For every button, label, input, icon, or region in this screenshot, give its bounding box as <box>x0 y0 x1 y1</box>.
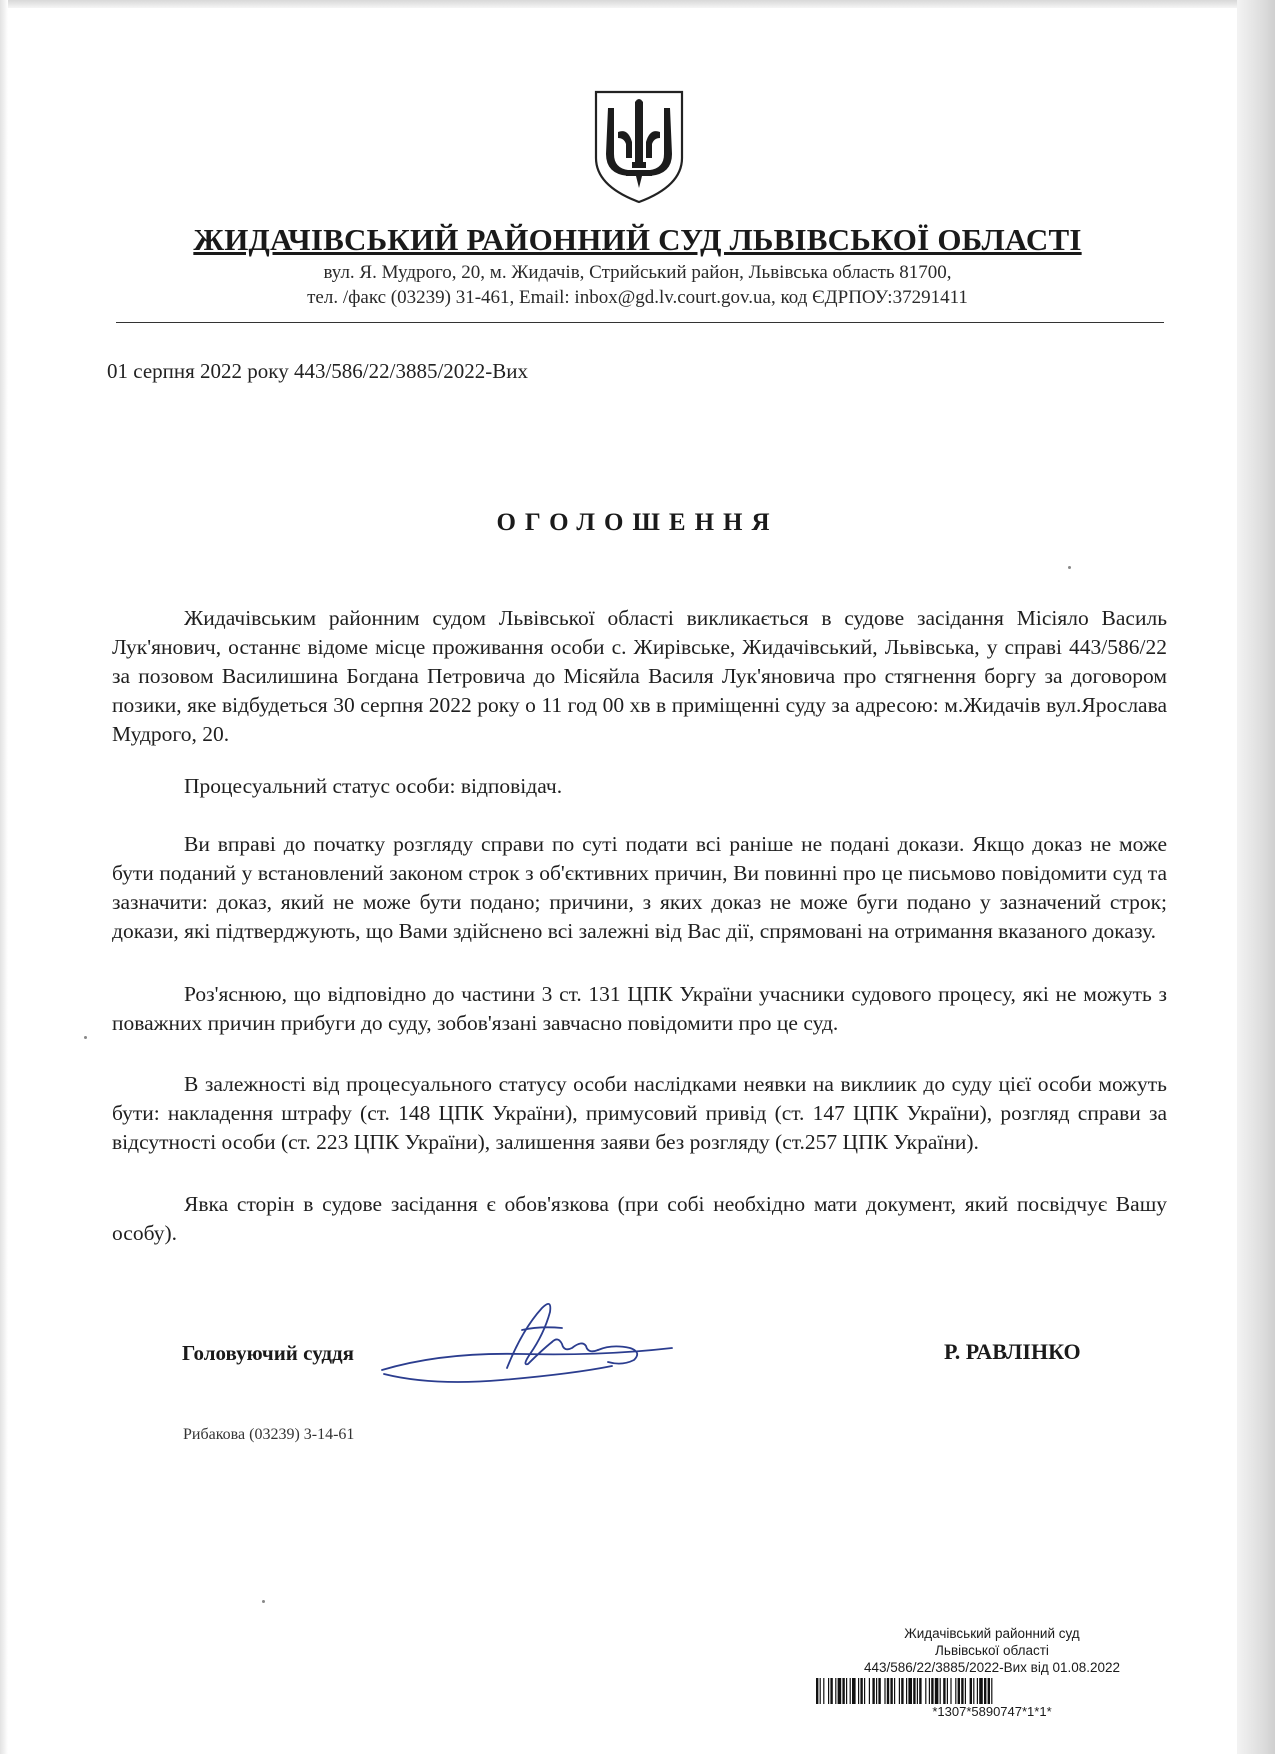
barcode-bar <box>931 1678 933 1704</box>
barcode-bar <box>970 1678 972 1704</box>
barcode-bar <box>858 1678 859 1704</box>
barcode-bar <box>919 1678 921 1704</box>
barcode-bar <box>828 1678 829 1704</box>
stamp-court-line: Жидачівський районний суд <box>904 1626 1080 1641</box>
barcode-bar <box>901 1678 903 1704</box>
barcode-bar <box>835 1678 836 1704</box>
barcode-bar <box>906 1678 907 1704</box>
barcode-bar <box>894 1678 895 1704</box>
stamp-reference-line: 443/586/22/3885/2022-Вих від 01.08.2022 <box>863 1660 1121 1675</box>
barcode-bar <box>899 1678 900 1704</box>
barcode-bar <box>850 1678 851 1704</box>
barcode-bar <box>917 1678 918 1704</box>
barcode-bar <box>869 1678 870 1704</box>
barcode-bar <box>943 1678 945 1704</box>
barcode-bar <box>925 1678 926 1704</box>
barcode-bar <box>876 1678 877 1704</box>
barcode-bar <box>878 1678 880 1704</box>
barcode-bar <box>872 1678 874 1704</box>
stamp-region-line: Львівської області <box>935 1643 1049 1658</box>
barcode-bar <box>977 1678 978 1704</box>
paragraph-summons: Жидачівським районним судом Львівської області викликається в судове засідання Місіяло Василь Лук'янович, останнє відоме місце проживання особи с. Жирівське, Жидачівський, Львівська, у справі 443/586/22 за позовом Василишина Богдана Петровича до Місяйла Василя Лук'яновича про стягнення боргу за договором позики, яке відбудеться 30 серпня 2022 року о 11 год 00 хв в приміщенні суду за адресою: м.Жидачів вул.Ярослава Мудрого, 20. <box>112 606 1167 746</box>
barcode-bar <box>887 1678 889 1704</box>
court-name: ЖИДАЧІВСЬКИЙ РАЙОННИЙ СУД ЛЬВІВСЬКОЇ ОБЛАСТІ <box>193 222 1082 257</box>
scan-speck <box>1068 566 1071 569</box>
document-title: ОГОЛОШЕННЯ <box>496 509 779 536</box>
barcode-text: *1307*5890747*1*1* <box>932 1704 1052 1719</box>
executor-contact: Рибакова (03239) 3-14-61 <box>183 1426 355 1443</box>
barcode-bar <box>961 1678 963 1704</box>
header-divider <box>116 322 1164 323</box>
barcode-bar <box>864 1678 865 1704</box>
scan-speck <box>84 1036 87 1039</box>
paragraph-consequences: В залежності від процесуального статусу особи наслідками неявки на виклиик до суду цієї особи можуть бути: накладення штрафу (ст. 148 ЦПК України), примусовий привід (ст. 147 ЦПК України), розгляд справи за відсутності особи (ст. 223 ЦПК України), залишення заяви без розгляду (ст.257 ЦПК України). <box>112 1072 1167 1154</box>
barcode-bar <box>965 1678 966 1704</box>
barcode-bar <box>929 1678 930 1704</box>
barcode-bar <box>955 1678 956 1704</box>
paragraph-notice: Роз'яснюю, що відповідно до частини 3 ст. 131 ЦПК України учасники судового процесу, які не можуть з поважних причин прибуги до суду, зобов'язані завчасно повідомити про це суд. <box>112 982 1167 1035</box>
paragraph-attendance: Явка сторін в судове засідання є обов'язкова (при собі необхідно мати документ, який посвідчує Вашу особу). <box>112 1192 1167 1245</box>
barcode-bar <box>838 1678 842 1704</box>
paragraph-status: Процесуальний статус особи: відповідач. <box>184 774 563 798</box>
handwritten-signature <box>372 1290 692 1400</box>
barcode-bar <box>913 1678 915 1704</box>
barcode-bar <box>816 1678 818 1704</box>
court-address: вул. Я. Мудрого, 20, м. Жидачів, Стрийський район, Львівська область 81700, <box>323 262 952 283</box>
barcode-bar <box>988 1678 990 1704</box>
barcode-bar <box>842 1678 844 1704</box>
barcode-bar <box>852 1678 856 1704</box>
barcode-bar <box>846 1678 847 1704</box>
judge-name: Р. РАВЛІНКО <box>944 1339 1081 1364</box>
barcode-bar <box>935 1678 939 1704</box>
scan-speck <box>262 1600 265 1603</box>
coat-of-arms-trident-icon <box>590 88 688 206</box>
barcode <box>812 1678 1172 1704</box>
registration-stamp <box>812 1625 1172 1719</box>
judge-title: Головуючий суддя <box>182 1341 354 1365</box>
court-contacts: тел. /факс (03239) 31-461, Email: inbox@gd.lv.court.gov.ua, код ЄДРПОУ:37291411 <box>307 287 968 308</box>
barcode-bar <box>947 1678 948 1704</box>
barcode-bar <box>860 1678 862 1704</box>
barcode-bar <box>884 1678 885 1704</box>
paragraph-evidence: Ви вправі до початку розгляду справи по суті подати всі раніше не подані докази. Якщо доказ не може бути поданий у встановлений законом строк з об'єктивних причин, Ви повинні про це письмово повідомити суд та зазначити: доказ, який не може бути подано; причини, з яких доказ не може буги подано у зазначений строк; докази, які підтверджують, що Вами здійснено всі залежні від Вас дії, спрямовані на отримання вказаного доказу. <box>112 832 1167 943</box>
scan-edge-top <box>0 0 1275 8</box>
barcode-bar <box>984 1678 986 1704</box>
barcode-bar <box>991 1678 992 1704</box>
barcode-bar <box>820 1678 821 1704</box>
barcode-bar <box>830 1678 832 1704</box>
date-and-reference: 01 серпня 2022 року 443/586/22/3885/2022-Вих <box>107 359 529 383</box>
barcode-bar <box>823 1678 824 1704</box>
barcode-bar <box>908 1678 912 1704</box>
barcode-bar <box>940 1678 941 1704</box>
barcode-bar <box>958 1678 960 1704</box>
barcode-bar <box>979 1678 983 1704</box>
barcode-bar <box>890 1678 892 1704</box>
barcode-bar <box>973 1678 974 1704</box>
barcode-bar <box>950 1678 951 1704</box>
